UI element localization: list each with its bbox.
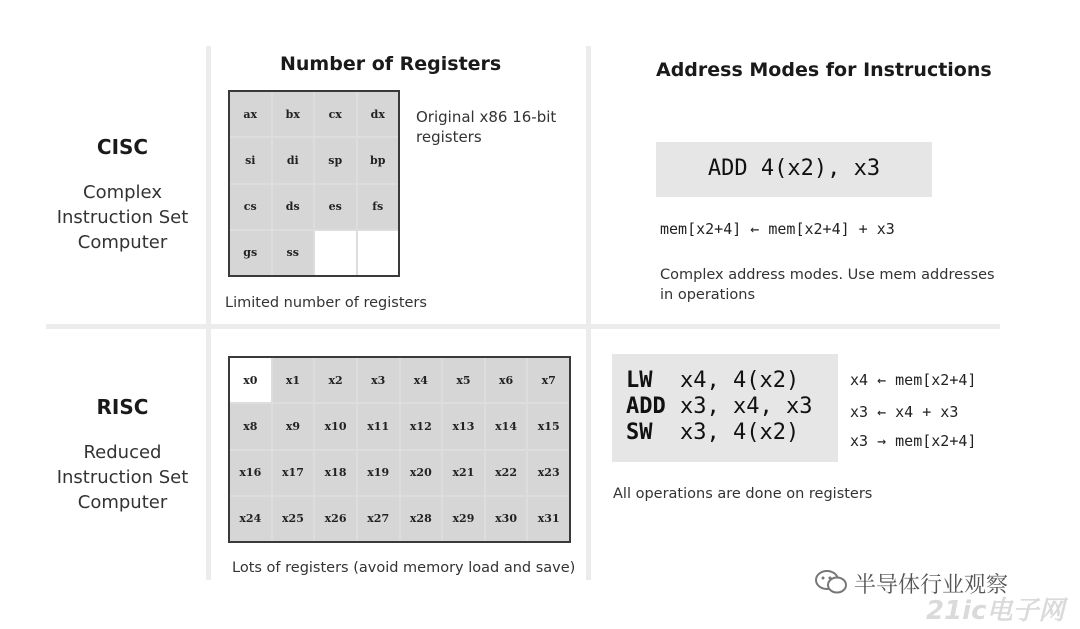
risc-meaning: x3 ← x4 + x3 — [850, 403, 959, 421]
address-modes-heading: Address Modes for Instructions — [656, 59, 992, 81]
cisc-address-note: Complex address modes. Use mem addresses in operations — [660, 267, 995, 303]
registers-heading: Number of Registers — [280, 53, 502, 75]
register-cell: x12 — [401, 404, 442, 448]
divider-right — [586, 46, 591, 580]
register-cell: bx — [273, 92, 314, 136]
register-cell: x26 — [315, 497, 356, 541]
register-cell: ds — [273, 185, 314, 229]
register-cell: x3 — [358, 358, 399, 402]
risc-opcode: LW — [626, 368, 653, 393]
register-cell: ss — [273, 231, 314, 275]
register-cell: x1 — [273, 358, 314, 402]
cisc-desc-line: Instruction Set — [56, 207, 189, 228]
wechat-icon — [814, 568, 848, 596]
register-cell: di — [273, 138, 314, 182]
register-cell: x4 — [401, 358, 442, 402]
register-cell: x16 — [230, 451, 271, 495]
cisc-desc-line: Complex — [83, 182, 162, 203]
cisc-description — [40, 180, 205, 255]
register-cell: x18 — [315, 451, 356, 495]
register-cell: x0 — [230, 358, 271, 402]
risc-title: RISC — [96, 395, 149, 419]
risc-opcode: SW — [626, 420, 653, 445]
register-cell: x17 — [273, 451, 314, 495]
register-cell: x19 — [358, 451, 399, 495]
register-cell: si — [230, 138, 271, 182]
risc-meaning: x3 → mem[x2+4] — [850, 432, 977, 450]
divider-left — [206, 46, 211, 580]
risc-instruction-line — [626, 420, 799, 445]
register-cell: es — [315, 185, 356, 229]
divider-horizontal — [46, 324, 1000, 329]
risc-operands: x3, 4(x2) — [680, 420, 800, 445]
register-cell-empty — [358, 231, 399, 275]
risc-operands: x3, x4, x3 — [680, 394, 813, 419]
risc-register-grid — [228, 356, 571, 543]
watermark — [800, 562, 1070, 626]
cisc-instruction: ADD 4(x2), x3 — [707, 156, 881, 181]
cisc-title: CISC — [96, 135, 149, 159]
register-cell: x13 — [443, 404, 484, 448]
cisc-semantics: mem[x2+4] ← mem[x2+4] + x3 — [660, 220, 895, 238]
register-cell: x21 — [443, 451, 484, 495]
register-cell: sp — [315, 138, 356, 182]
register-cell: bp — [358, 138, 399, 182]
register-cell: cx — [315, 92, 356, 136]
watermark-brand: 21ic电子网 — [926, 596, 1065, 626]
cisc-register-grid — [228, 90, 400, 277]
cisc-register-note: Original x86 16-bit registers — [416, 108, 557, 146]
register-cell: gs — [230, 231, 271, 275]
register-cell: x20 — [401, 451, 442, 495]
cisc-desc-line: Computer — [77, 232, 168, 253]
risc-desc-line: Instruction Set — [56, 467, 189, 488]
register-cell: dx — [358, 92, 399, 136]
register-cell: x24 — [230, 497, 271, 541]
register-cell: x15 — [528, 404, 569, 448]
risc-address-note: All operations are done on registers — [613, 486, 873, 502]
register-cell: x10 — [315, 404, 356, 448]
risc-opcode: ADD — [626, 394, 666, 419]
watermark-text: 半导体行业观察 — [854, 573, 1009, 598]
risc-instruction-line — [626, 394, 812, 419]
register-cell: x30 — [486, 497, 527, 541]
register-cell: x29 — [443, 497, 484, 541]
register-cell: x8 — [230, 404, 271, 448]
register-cell: x11 — [358, 404, 399, 448]
register-cell: ax — [230, 92, 271, 136]
risc-instruction-box — [612, 354, 838, 462]
register-cell: x25 — [273, 497, 314, 541]
cisc-instruction-box — [656, 142, 932, 197]
register-cell: x28 — [401, 497, 442, 541]
register-cell: x23 — [528, 451, 569, 495]
register-cell: x27 — [358, 497, 399, 541]
register-cell: x22 — [486, 451, 527, 495]
register-cell: x5 — [443, 358, 484, 402]
register-cell: cs — [230, 185, 271, 229]
register-cell-empty — [315, 231, 356, 275]
register-cell: x9 — [273, 404, 314, 448]
register-cell: x6 — [486, 358, 527, 402]
risc-register-caption: Lots of registers (avoid memory load and save) — [232, 560, 576, 576]
risc-desc-line: Reduced — [83, 442, 162, 463]
register-cell: x7 — [528, 358, 569, 402]
register-cell: x14 — [486, 404, 527, 448]
risc-description — [40, 440, 205, 515]
risc-meaning: x4 ← mem[x2+4] — [850, 371, 977, 389]
risc-operands: x4, 4(x2) — [680, 368, 800, 393]
risc-label — [40, 395, 205, 515]
risc-instruction-line — [626, 368, 799, 393]
cisc-register-caption: Limited number of registers — [225, 295, 427, 311]
risc-desc-line: Computer — [77, 492, 168, 513]
register-cell: x2 — [315, 358, 356, 402]
register-cell: fs — [358, 185, 399, 229]
register-cell: x31 — [528, 497, 569, 541]
cisc-label — [40, 135, 205, 255]
